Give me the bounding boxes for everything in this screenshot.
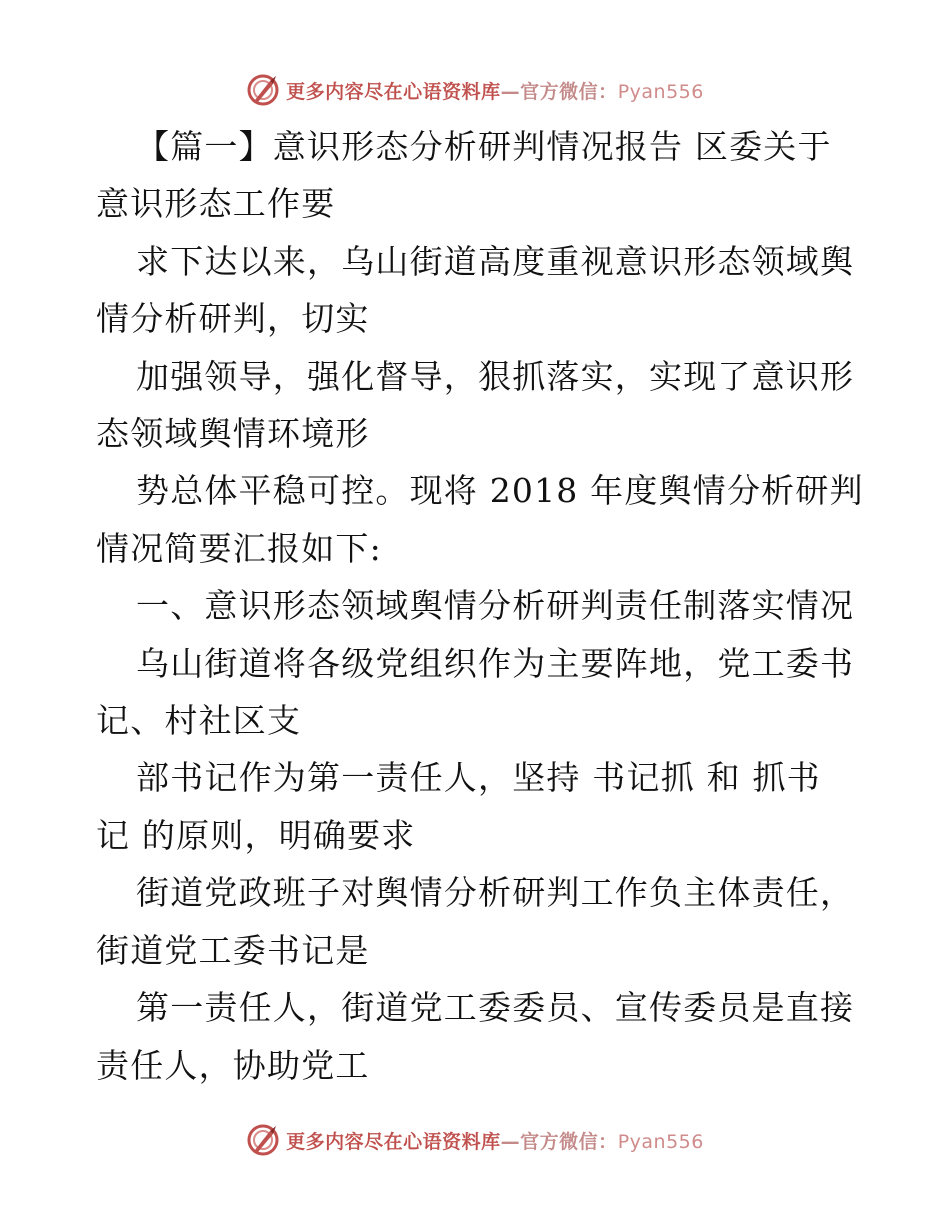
- banner-wechat-id: Pyan556: [617, 1130, 704, 1153]
- banner-official-text: 官方微信：: [520, 80, 618, 103]
- text-line: 记、村社区支: [96, 701, 302, 741]
- quill-logo-icon: [246, 73, 280, 107]
- banner-text: [286, 77, 704, 104]
- text-line: 街道党工委书记是: [96, 930, 370, 970]
- text-line: 第一责任人，街道党工委委员、宣传委员是直接: [136, 988, 855, 1028]
- text-line: 情况简要汇报如下:: [96, 528, 382, 568]
- banner-official-text: 官方微信：: [520, 1130, 618, 1153]
- text-line: 街道党政班子对舆情分析研判工作负主体责任，: [136, 873, 855, 913]
- quill-logo-icon: [246, 1123, 280, 1157]
- text-line: 加强领导，强化督导，狠抓落实，实现了意识形: [136, 356, 855, 396]
- banner-text: [286, 1127, 704, 1154]
- text-line: 意识形态工作要: [96, 184, 336, 224]
- text-line: 势总体平稳可控。现将 2018 年度舆情分析研判: [136, 471, 864, 511]
- banner-wechat-id: Pyan556: [617, 80, 704, 103]
- text-line: 乌山街道将各级党组织作为主要阵地，党工委书: [136, 643, 855, 683]
- text-line: 态领域舆情环境形: [96, 414, 370, 454]
- text-line: 记 的原则，明确要求: [96, 815, 416, 855]
- text-line: 部书记作为第一责任人，坚持 书记抓 和 抓书: [136, 758, 821, 798]
- document-body: [96, 118, 864, 1094]
- text-line: 责任人，协助党工: [96, 1045, 370, 1085]
- header-watermark-banner: [0, 70, 950, 110]
- banner-main-text: 更多内容尽在心语资料库: [286, 80, 501, 103]
- banner-main-text: 更多内容尽在心语资料库: [286, 1130, 501, 1153]
- section-heading-line: 一、意识形态领域舆情分析研判责任制落实情况: [136, 586, 855, 626]
- footer-watermark-banner: [0, 1120, 950, 1160]
- document-title-line: 【篇一】意识形态分析研判情况报告 区委关于: [136, 127, 832, 166]
- text-line: 求下达以来，乌山街道高度重视意识形态领域舆: [136, 241, 855, 281]
- banner-dash: —: [500, 80, 521, 103]
- text-line: 情分析研判，切实: [96, 299, 370, 339]
- banner-dash: —: [500, 1130, 521, 1153]
